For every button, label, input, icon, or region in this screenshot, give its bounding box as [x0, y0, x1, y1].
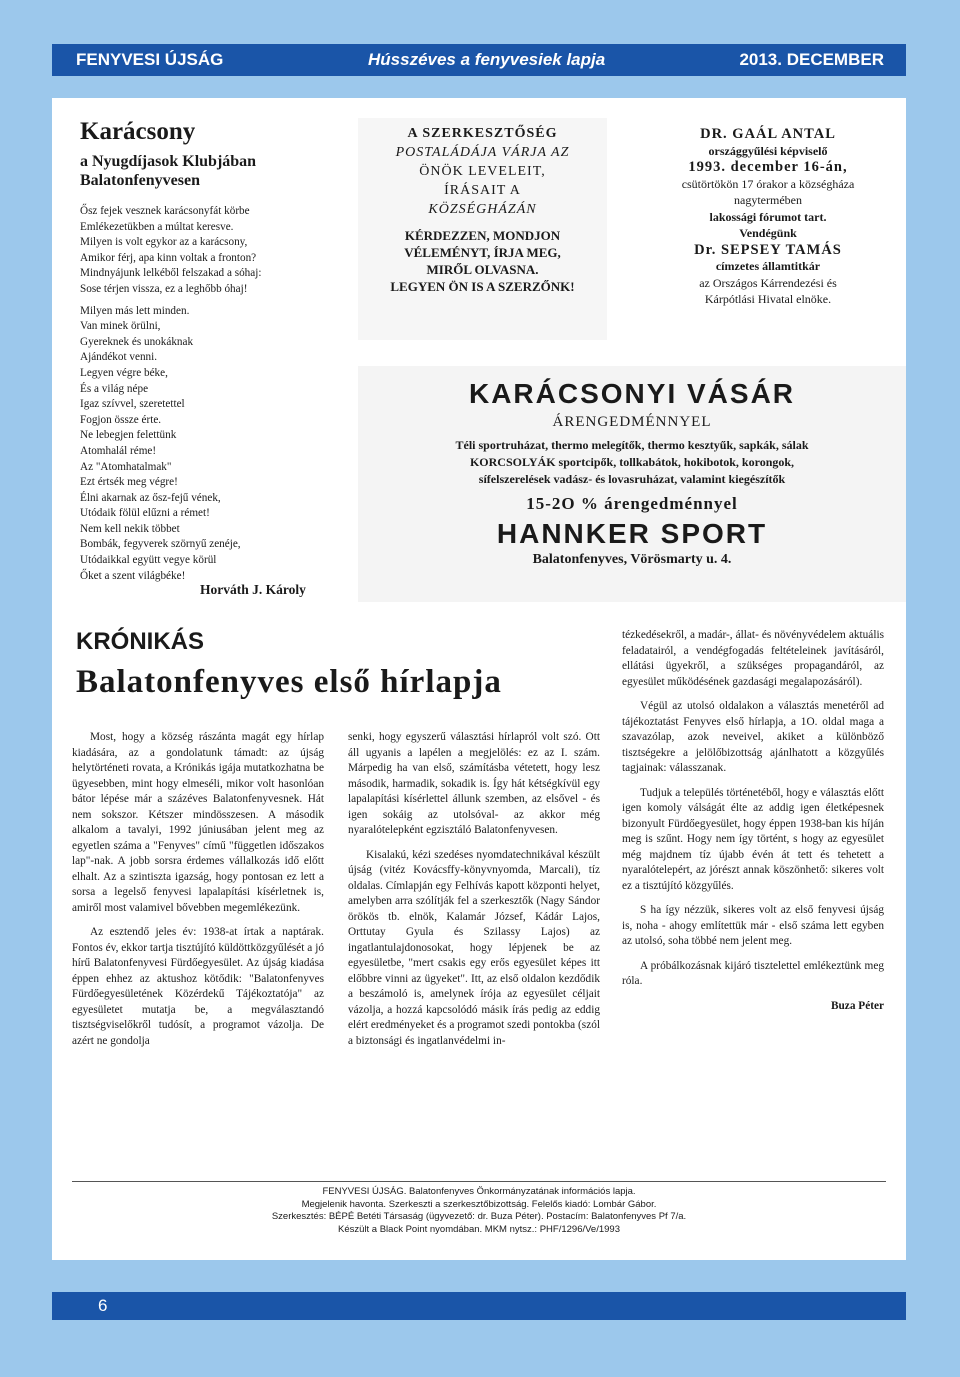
poem-line: Őket a szent világbéke! — [80, 569, 186, 582]
announcement-line: nagytermében — [734, 193, 802, 207]
header-date: 2013. DECEMBER — [739, 50, 884, 69]
announcement-line: Vendégünk — [739, 226, 797, 240]
article-paragraph: tézkedésekről, a madár-, állat- és növényvédelem aktuális feladatairól, a vendégfogadás feltételeinek javításáról, ellátási ügyekről, a szükséges propagandáról, az egyesület működésének gazdasági megalapozásáról). — [622, 629, 884, 688]
poem-subtitle-line2: Balatonfenyvesen — [80, 172, 200, 189]
ad-products-line: Téli sportruházat, thermo melegítők, thermo kesztyűk, sapkák, sálak — [455, 438, 809, 452]
ad-products — [358, 437, 906, 488]
imprint-line: FENYVESI ÚJSÁG. Balatonfenyves Önkormányzatának információs lapja. — [322, 1186, 636, 1197]
page-header — [52, 44, 906, 76]
poem-line: Fogjon össze érte. — [80, 413, 162, 426]
notice-line: A SZERKESZTŐSÉG — [407, 126, 558, 141]
ad-address: Balatonfenyves, Vörösmarty u. 4. — [532, 552, 732, 567]
notice-line: MIRŐL OLVASNA. — [426, 262, 539, 277]
notice-line: LEGYEN ÖN IS A SZERZŐNK! — [390, 279, 575, 294]
article-column-1 — [72, 730, 324, 1058]
poem-line: Gyereknek és unokáknak — [80, 335, 194, 348]
poem-line: Élni akarnak az ősz-fejű vének, — [80, 491, 221, 504]
announcement-line: országgyűlési képviselő — [708, 143, 828, 158]
announcement-line: Kárpótlási Hivatal elnöke. — [704, 292, 832, 306]
announcement-line: DR. GAÁL ANTAL — [700, 126, 836, 142]
header-tagline: Hússzéves a fenyvesiek lapja — [368, 50, 606, 69]
announcement-line: Dr. SEPSEY TAMÁS — [694, 241, 842, 258]
header-newspaper-name: FENYVESI ÚJSÁG — [76, 50, 224, 69]
poem-line: Utódaik fölül elűzni a rémet! — [80, 507, 210, 520]
article-paragraph: senki, hogy egyszerű választási hírlapról volt szó. Ott áll ugyanis a lapélen a megjelölés: ez az I. szám. Márpedig ha van első, számításba vétetett, hogy lesz második, harmadik, sokadik is. Így hát kétségkívül egy lapalapítási kísérlettel állunk szemben, az elsővel - és igen sokáig az utolsóval- az akkor még nyaralótelepként egzisztáló Balatonfenyvesen. — [348, 731, 600, 836]
poem-stanza-2 — [80, 304, 350, 585]
poem-line: Nem kell nekik többet — [80, 522, 180, 535]
poem-line: Legyen végre béke, — [80, 366, 168, 379]
poem-title: Karácsony — [80, 118, 196, 145]
poem-line: Sose térjen vissza, ez a leghőbb óhaj! — [80, 282, 248, 295]
ad-subtitle: ÁRENGEDMÉNNYEL — [552, 414, 712, 430]
ad-products-line: KORCSOLYÁK sportcipők, tollkabátok, hokibotok, korongok, — [469, 455, 795, 469]
poem-body — [80, 204, 350, 590]
poem-line: Ajándékot venni. — [80, 351, 158, 364]
poem-line: Milyen más lett minden. — [80, 304, 190, 317]
poem-line: Ezt értsék meg végre! — [80, 476, 178, 489]
notice-line: ÖNÖK LEVELEIT, — [419, 164, 546, 179]
announcement-line: az Országos Kárrendezési és — [699, 275, 837, 290]
imprint-line: Készült a Black Point nyomdában. MKM nytsz.: PHF/1296/Ve/1993 — [338, 1223, 620, 1235]
article-paragraph: Kisalakú, kézi szedéses nyomdatechnikával készült újság (vitéz Kovácsffy-könyvnyomda, Marcali), tíz oldalas. Címlapján egy Felhívás kapott központi helyet, amelyben arra szólítják fel a szerkesztők (Nagy Sándor örökös tb. elnök, Kalamár József, Kádár Lajos, Orttutay Gyula és Szilassy Lajos) az ingatlantulajdonosokat, hogy lépjenek be az egyesületbe, "mert csakis egy erős egyesület képes itt előbbre vinni az ügyeket". Itt, az első oldalon kezdődik a beszámoló is, amelynek írója az egyesület céljait vázolja, a hozzá kapcsolódó másik írás pedig az eddig elért eredményeket és a programot szedi pontokba (szól a biztonsági és ingatlanvédelmi in- — [348, 848, 600, 1047]
notice-line: KÖZSÉGHÁZÁN — [428, 202, 537, 217]
poem-line: És a világ népe — [80, 382, 149, 395]
poem-stanza-1 — [80, 204, 350, 298]
notice-line: ÍRÁSAIT A — [444, 183, 521, 198]
ad-discount: 15-2O % árengedménnyel — [526, 494, 738, 513]
poem-line: Mindnyájunk lelkéből felszakad a sóhaj: — [80, 267, 262, 280]
notice-line: KÉRDEZZEN, MONDJON — [404, 228, 561, 243]
announcement-line: címzetes államtitkár — [715, 259, 821, 273]
article-paragraph: Az esztendő jeles év: 1938-at írtak a naptárak. Fontos év, ekkor tartja tisztújító küldöttközgyűlését a jó hírű Balatonfenyvesi Fürdőegyesület. Az újság kiadása éppen ehhez az aktushoz kötődik: "Balatonfenyves Fürdőegyesületének Közérdekű Tájékoztatója" az egyesületet mutatja be, a megválasztandó tisztségviselőkről tudósít, a programot vázolja. De azért ne gondolja — [72, 926, 324, 1047]
christmas-sale-ad — [358, 366, 906, 602]
announcement-line: 1993. december 16-án, — [688, 159, 848, 175]
imprint — [72, 1186, 886, 1236]
poem-line: Az "Atomhatalmak" — [80, 460, 172, 473]
poem-author: Horváth J. Károly — [200, 582, 306, 597]
forum-announcement — [630, 118, 906, 350]
poem-line: Igaz szívvel, szeretettel — [80, 398, 185, 411]
poem-subtitle-line1: a Nyugdíjasok Klubjában — [80, 153, 257, 170]
imprint-divider — [72, 1181, 886, 1182]
poem-line: Ősz fejek vesznek karácsonyfát körbe — [80, 205, 250, 217]
article-paragraph: Most, hogy a község rászánta magát egy hírlap kiadására, az a gondolatunk támadt: az újság helytörténeti rovata, a Krónikás igája mutatkozhatna be ügyesebben, mint hogy elmeséli, mikor volt hasonlóan bátor lépése már a százéves Balatonfenyvesnek. Hát nem sokszor. Kétszer mindösszesen. A második alkalom a tavalyi, 1992 júniusában jelent meg az egyetlen száma a "Fenyves" című "független időszakos lap"-nak. A jobb sorsra érdemes vállalkozás idő előtt elhalt. Az a szintiszta igazság, hogy pontosan ez lett a sorsa a legelső fenyvesi lapalapítási kísérletnek is, amiről most valamivel bővebben megemlékezünk. — [72, 731, 324, 914]
page-footer — [52, 1292, 906, 1320]
poem-line: Utódaikkal együtt vegye körül — [80, 554, 217, 567]
poem-line: Amikor férj, apa kinn voltak a fronton? — [80, 251, 257, 264]
poem-line: Ne lebegjen felettünk — [80, 429, 177, 442]
article-column-label: KRÓNIKÁS — [76, 628, 205, 655]
poem-line: Emlékezetükben a múltat keresve. — [80, 220, 234, 233]
poem-line: Milyen is volt egykor az a karácsony, — [80, 236, 248, 249]
article-column-3 — [622, 628, 884, 1014]
editorial-mailbox-notice — [358, 118, 607, 340]
poem-line: Van minek örülni, — [80, 320, 161, 333]
page-number: 6 — [98, 1296, 108, 1315]
imprint-line: Megjelenik havonta. Szerkeszti a szerkesztőbizottság. Felelős kiadó: Lombár Gábor. — [301, 1198, 657, 1210]
announcement-line: lakossági fórumot tart. — [709, 209, 827, 224]
announcement-line: csütörtökön 17 órakor a községháza — [681, 176, 855, 191]
imprint-line: Szerkesztés: BÉPÉ Betéti Társaság (ügyvezető: dr. Buza Péter). Postacím: Balatonfenyves Pf 7/a. — [271, 1211, 687, 1222]
ad-brand: HANNKER SPORT — [496, 518, 768, 549]
article-paragraph: Tudjuk a település történetéből, hogy e választás előtt igen komoly válságát élte az addig igen életképesnek bizonyult Fürdőegyesület, hogy éppen 1938-ban kis híján meg is szűnt. Hogy nem így történt, s hogy az egyesület még majdnem tíz újabb évén át tett és tehetett a nyaralótelepért, az jórészt annak köszönhető: sikeres volt ez a tisztújító közgyűlés. — [622, 786, 884, 892]
notice-line: POSTALÁDÁJA VÁRJA AZ — [395, 145, 570, 160]
scanned-page — [52, 98, 906, 1260]
article-paragraph: A próbálkozásnak kijáró tisztelettel emlékeztünk meg róla. — [622, 959, 884, 987]
ad-products-line: sífelszerelések vadász- és lovasruházat, valamint kiegészítők — [478, 472, 786, 486]
notice-line: VÉLEMÉNYT, ÍRJA MEG, — [404, 245, 561, 260]
article-signature: Buza Péter — [830, 999, 884, 1012]
article-title: Balatonfenyves első hírlapja — [76, 664, 502, 700]
poem-line: Atomhalál réme! — [80, 444, 157, 457]
article-paragraph: Végül az utolsó oldalakon a választás menetéről ad tájékoztatást Fenyves első hírlapja, a 1O. oldal maga a szavazólap, azok neveivel, akiket a különböző tisztségekre a jelölőbizottság ajánlhatott a közgyűlés tagjainak: válasszanak. — [622, 700, 884, 774]
article-paragraph: S ha így nézzük, sikeres volt az első fenyvesi újság is, noha - ahogy említettük már - első száma lett egyben az utolsó, soha többé nem jelent meg. — [622, 904, 884, 947]
ad-title: KARÁCSONYI VÁSÁR — [468, 378, 796, 409]
poem-line: Bombák, fegyverek szörnyű zenéje, — [80, 538, 241, 551]
poem-subtitle — [80, 152, 350, 190]
article-column-2 — [348, 730, 600, 1058]
